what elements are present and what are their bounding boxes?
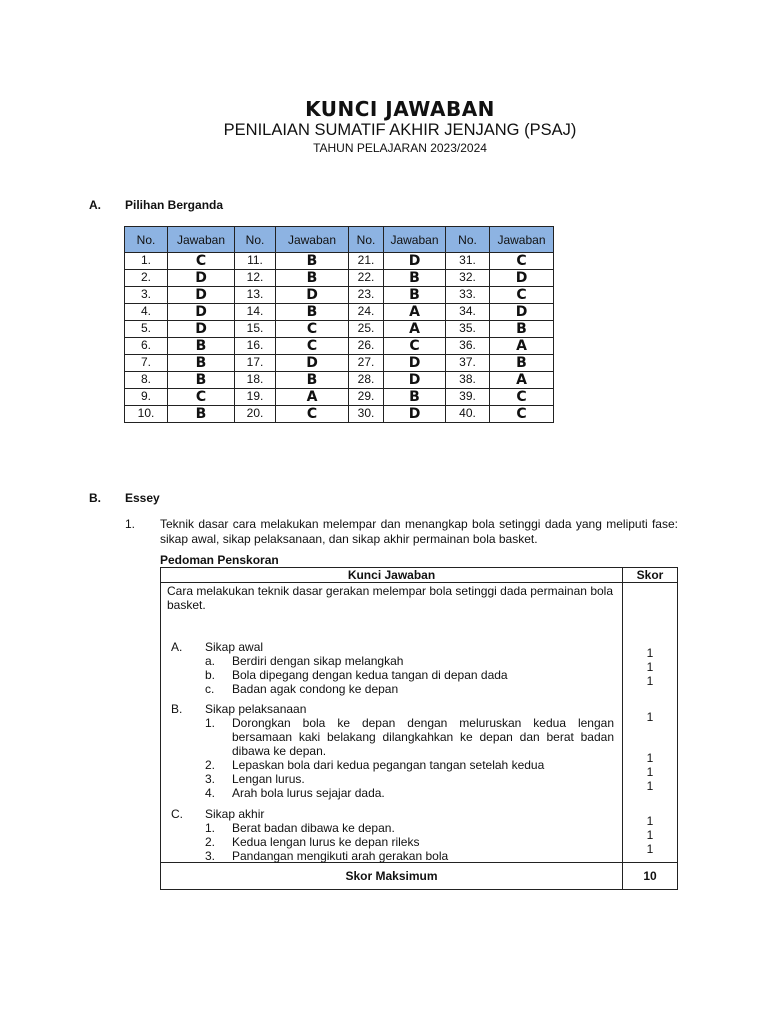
answer-cell: D — [168, 321, 235, 338]
answer-cell: D — [384, 355, 446, 372]
item-score: 1 — [646, 710, 654, 724]
answer-cell: B — [490, 321, 554, 338]
rubric-header-key: Kunci Jawaban — [161, 568, 623, 582]
rubric-key-cell — [161, 583, 623, 862]
table-row — [125, 287, 554, 304]
item-marker: 2. — [205, 758, 216, 772]
question-number: 9. — [125, 389, 168, 406]
item-score: 1 — [646, 674, 654, 688]
answer-cell: A — [384, 321, 446, 338]
rubric-intro: Cara melakukan teknik dasar gerakan melempar bola setinggi dada permainan bola basket. — [167, 584, 613, 612]
item-text: Berdiri dengan sikap melangkah — [232, 654, 404, 668]
section-b-letter: B. — [89, 491, 101, 505]
question-number: 19. — [235, 389, 276, 406]
scoring-rubric-table — [160, 567, 678, 890]
table-row — [125, 321, 554, 338]
item-score: 1 — [646, 842, 654, 856]
answer-cell: B — [168, 372, 235, 389]
group-c-letter: C. — [171, 807, 183, 821]
item-marker: 1. — [205, 821, 216, 835]
answer-cell: B — [384, 270, 446, 287]
answer-cell: D — [490, 304, 554, 321]
question-number: 24. — [349, 304, 384, 321]
header-no: No. — [125, 227, 168, 253]
question-number: 30. — [349, 406, 384, 423]
question-number: 11. — [235, 253, 276, 270]
header-jawaban: Jawaban — [168, 227, 235, 253]
item-score: 1 — [646, 646, 654, 660]
question-number: 40. — [446, 406, 490, 423]
question-number: 13. — [235, 287, 276, 304]
question-number: 15. — [235, 321, 276, 338]
answer-cell: D — [168, 270, 235, 287]
header-no: No. — [446, 227, 490, 253]
essay-question-text: Teknik dasar cara melakukan melempar dan menangkap bola setinggi dada yang meliputi fase: sikap awal, sikap pelaksanaan, dan sikap akhir permainan bola basket. — [160, 517, 678, 546]
group-a-title: Sikap awal — [205, 640, 264, 654]
question-number: 4. — [125, 304, 168, 321]
question-number: 22. — [349, 270, 384, 287]
table-row — [125, 270, 554, 287]
item-marker: a. — [205, 654, 216, 668]
item-marker: c. — [205, 682, 215, 696]
rubric-footer-row — [161, 863, 677, 889]
item-text: Lepaskan bola dari kedua pegangan tangan setelah kedua — [232, 758, 545, 772]
answer-cell: C — [276, 406, 349, 423]
question-number: 14. — [235, 304, 276, 321]
answer-cell: B — [276, 372, 349, 389]
table-row — [125, 355, 554, 372]
question-number: 10. — [125, 406, 168, 423]
question-number: 31. — [446, 253, 490, 270]
table-row — [125, 304, 554, 321]
answer-cell: D — [490, 270, 554, 287]
question-number: 21. — [349, 253, 384, 270]
multiple-choice-answer-table — [124, 226, 554, 423]
item-text: Bola dipegang dengan kedua tangan di depan dada — [232, 668, 508, 682]
header-no: No. — [349, 227, 384, 253]
max-score-value: 10 — [643, 869, 657, 883]
question-number: 18. — [235, 372, 276, 389]
header-jawaban: Jawaban — [490, 227, 554, 253]
item-marker: b. — [205, 668, 216, 682]
header-no: No. — [235, 227, 276, 253]
scoring-guide-label: Pedoman Penskoran — [160, 553, 279, 567]
question-number: 8. — [125, 372, 168, 389]
answer-cell: B — [168, 406, 235, 423]
answer-cell: C — [490, 389, 554, 406]
item-marker: 3. — [205, 772, 216, 786]
item-text: Arah bola lurus sejajar dada. — [232, 786, 385, 800]
item-text: Dorongkan bola ke depan dengan meluruskan kedua lengan bersamaan kaki belakang dilangkahkan ke depan dan berat badan dibawa ke depan. — [232, 716, 614, 758]
answer-cell: D — [384, 406, 446, 423]
rubric-body-row — [161, 583, 677, 863]
answer-cell: A — [490, 338, 554, 355]
item-marker: 4. — [205, 786, 216, 800]
answer-cell: C — [168, 389, 235, 406]
question-number: 33. — [446, 287, 490, 304]
question-number: 25. — [349, 321, 384, 338]
answer-cell: B — [490, 355, 554, 372]
question-number: 16. — [235, 338, 276, 355]
answer-cell: B — [384, 287, 446, 304]
question-number: 39. — [446, 389, 490, 406]
answer-cell: C — [168, 253, 235, 270]
section-a-letter: A. — [89, 198, 101, 212]
question-number: 29. — [349, 389, 384, 406]
answer-cell: A — [276, 389, 349, 406]
answer-cell: A — [384, 304, 446, 321]
question-number: 20. — [235, 406, 276, 423]
question-number: 32. — [446, 270, 490, 287]
question-number: 17. — [235, 355, 276, 372]
item-score: 1 — [646, 765, 654, 779]
header-jawaban: Jawaban — [384, 227, 446, 253]
question-number: 2. — [125, 270, 168, 287]
question-number: 26. — [349, 338, 384, 355]
answer-cell: D — [168, 287, 235, 304]
table-row — [125, 372, 554, 389]
answer-cell: B — [168, 338, 235, 355]
question-number: 5. — [125, 321, 168, 338]
answer-cell: D — [276, 355, 349, 372]
item-marker: 3. — [205, 849, 216, 863]
question-number: 6. — [125, 338, 168, 355]
item-score: 1 — [646, 828, 654, 842]
document-subtitle: PENILAIAN SUMATIF AKHIR JENJANG (PSAJ) — [223, 121, 577, 139]
question-number: 7. — [125, 355, 168, 372]
table-row — [125, 406, 554, 423]
answer-cell: D — [168, 304, 235, 321]
answer-cell: B — [276, 270, 349, 287]
item-text: Pandangan mengikuti arah gerakan bola — [232, 849, 449, 863]
rubric-score-cell — [623, 583, 677, 862]
question-number: 34. — [446, 304, 490, 321]
question-number: 23. — [349, 287, 384, 304]
answer-cell: C — [384, 338, 446, 355]
question-number: 1. — [125, 253, 168, 270]
question-number: 35. — [446, 321, 490, 338]
table-row — [125, 389, 554, 406]
header-jawaban: Jawaban — [276, 227, 349, 253]
answer-cell: C — [276, 338, 349, 355]
answer-cell: C — [490, 287, 554, 304]
item-score: 1 — [646, 751, 654, 765]
group-c-title: Sikap akhir — [205, 807, 265, 821]
max-score-label: Skor Maksimum — [161, 863, 623, 889]
answer-cell: D — [384, 253, 446, 270]
question-number: 38. — [446, 372, 490, 389]
answer-cell: B — [168, 355, 235, 372]
question-number: 28. — [349, 372, 384, 389]
answer-cell: C — [276, 321, 349, 338]
group-b-letter: B. — [171, 702, 183, 716]
answer-cell: C — [490, 406, 554, 423]
group-a-letter: A. — [171, 640, 183, 654]
section-a-title: Pilihan Berganda — [125, 198, 224, 212]
item-text: Berat badan dibawa ke depan. — [232, 821, 395, 835]
document-title: KUNCI JAWABAN — [305, 97, 495, 121]
answer-cell: D — [384, 372, 446, 389]
question-number: 27. — [349, 355, 384, 372]
answer-cell: C — [490, 253, 554, 270]
item-score: 1 — [646, 660, 654, 674]
answer-cell: B — [276, 304, 349, 321]
item-marker: 1. — [205, 716, 216, 730]
essay-question-number: 1. — [125, 517, 136, 531]
answer-cell: A — [490, 372, 554, 389]
section-b-title: Essey — [125, 491, 160, 505]
item-text: Lengan lurus. — [232, 772, 305, 786]
item-text: Badan agak condong ke depan — [232, 682, 399, 696]
item-score: 1 — [646, 814, 654, 828]
question-number: 12. — [235, 270, 276, 287]
group-b-title: Sikap pelaksanaan — [205, 702, 307, 716]
academic-year: TAHUN PELAJARAN 2023/2024 — [313, 141, 487, 155]
question-number: 3. — [125, 287, 168, 304]
question-number: 37. — [446, 355, 490, 372]
table-row — [125, 253, 554, 270]
table-row — [125, 338, 554, 355]
item-text: Kedua lengan lurus ke depan rileks — [232, 835, 420, 849]
answer-cell: B — [384, 389, 446, 406]
item-score: 1 — [646, 779, 654, 793]
question-number: 36. — [446, 338, 490, 355]
table-header-row — [125, 227, 554, 253]
answer-cell: D — [276, 287, 349, 304]
rubric-header-score: Skor — [636, 568, 664, 582]
item-marker: 2. — [205, 835, 216, 849]
rubric-header-row — [161, 568, 677, 583]
answer-cell: B — [276, 253, 349, 270]
